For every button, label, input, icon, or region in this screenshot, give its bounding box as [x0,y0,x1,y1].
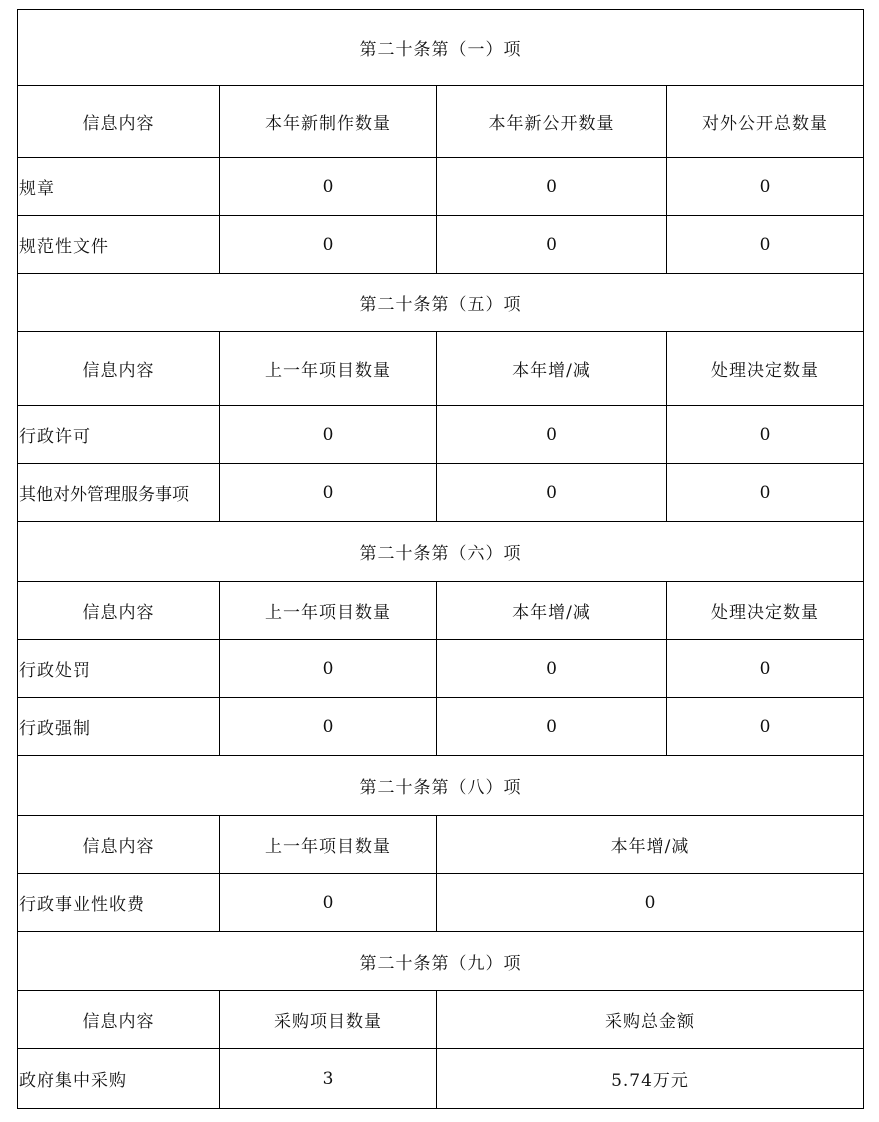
table-cell: 0 [220,464,437,522]
column-header: 采购项目数量 [220,991,437,1049]
column-header: 本年新制作数量 [220,86,437,158]
section-title: 第二十条第（五）项 [18,274,864,332]
table-cell: 0 [667,698,864,756]
table-cell: 0 [667,216,864,274]
table-row [18,158,864,216]
column-header: 上一年项目数量 [220,332,437,406]
table-row [18,1049,864,1109]
table-row [18,216,864,274]
table-cell: 0 [220,406,437,464]
column-header: 信息内容 [18,582,220,640]
column-header: 上一年项目数量 [220,816,437,874]
table-cell: 0 [667,158,864,216]
column-header: 对外公开总数量 [667,86,864,158]
column-header: 上一年项目数量 [220,582,437,640]
table-row [18,464,864,522]
table-cell: 0 [220,640,437,698]
table-cell: 0 [437,406,667,464]
table-cell: 0 [220,698,437,756]
table-cell: 5.74万元 [437,1049,864,1109]
section-title: 第二十条第（八）项 [18,756,864,816]
table-cell: 0 [667,640,864,698]
column-header: 信息内容 [18,991,220,1049]
row-label: 规范性文件 [18,216,220,274]
table-cell: 0 [220,216,437,274]
column-header: 信息内容 [18,86,220,158]
table-cell: 0 [220,874,437,932]
row-label: 其他对外管理服务事项 [18,464,220,522]
column-header: 信息内容 [18,332,220,406]
section-title: 第二十条第（九）项 [18,932,864,991]
column-header: 处理决定数量 [667,332,864,406]
column-header: 本年增/减 [437,582,667,640]
row-label: 行政许可 [18,406,220,464]
table-cell: 0 [437,216,667,274]
row-label: 政府集中采购 [18,1049,220,1109]
column-header: 采购总金额 [437,991,864,1049]
column-header: 信息内容 [18,816,220,874]
row-label: 行政强制 [18,698,220,756]
table-cell: 0 [437,464,667,522]
column-header: 本年增/减 [437,816,864,874]
column-header: 本年增/减 [437,332,667,406]
table-cell: 0 [220,158,437,216]
table-cell: 0 [437,874,864,932]
table-row [18,406,864,464]
column-header: 本年新公开数量 [437,86,667,158]
section-title: 第二十条第（一）项 [18,10,864,86]
table-row [18,698,864,756]
table-cell: 0 [437,640,667,698]
column-header: 处理决定数量 [667,582,864,640]
section-title: 第二十条第（六）项 [18,522,864,582]
table-cell: 3 [220,1049,437,1109]
row-label: 行政处罚 [18,640,220,698]
disclosure-table [17,9,864,1109]
row-label: 规章 [18,158,220,216]
table-cell: 0 [667,406,864,464]
table-row [18,640,864,698]
table-cell: 0 [437,698,667,756]
table-cell: 0 [667,464,864,522]
table-row [18,874,864,932]
table-cell: 0 [437,158,667,216]
row-label: 行政事业性收费 [18,874,220,932]
